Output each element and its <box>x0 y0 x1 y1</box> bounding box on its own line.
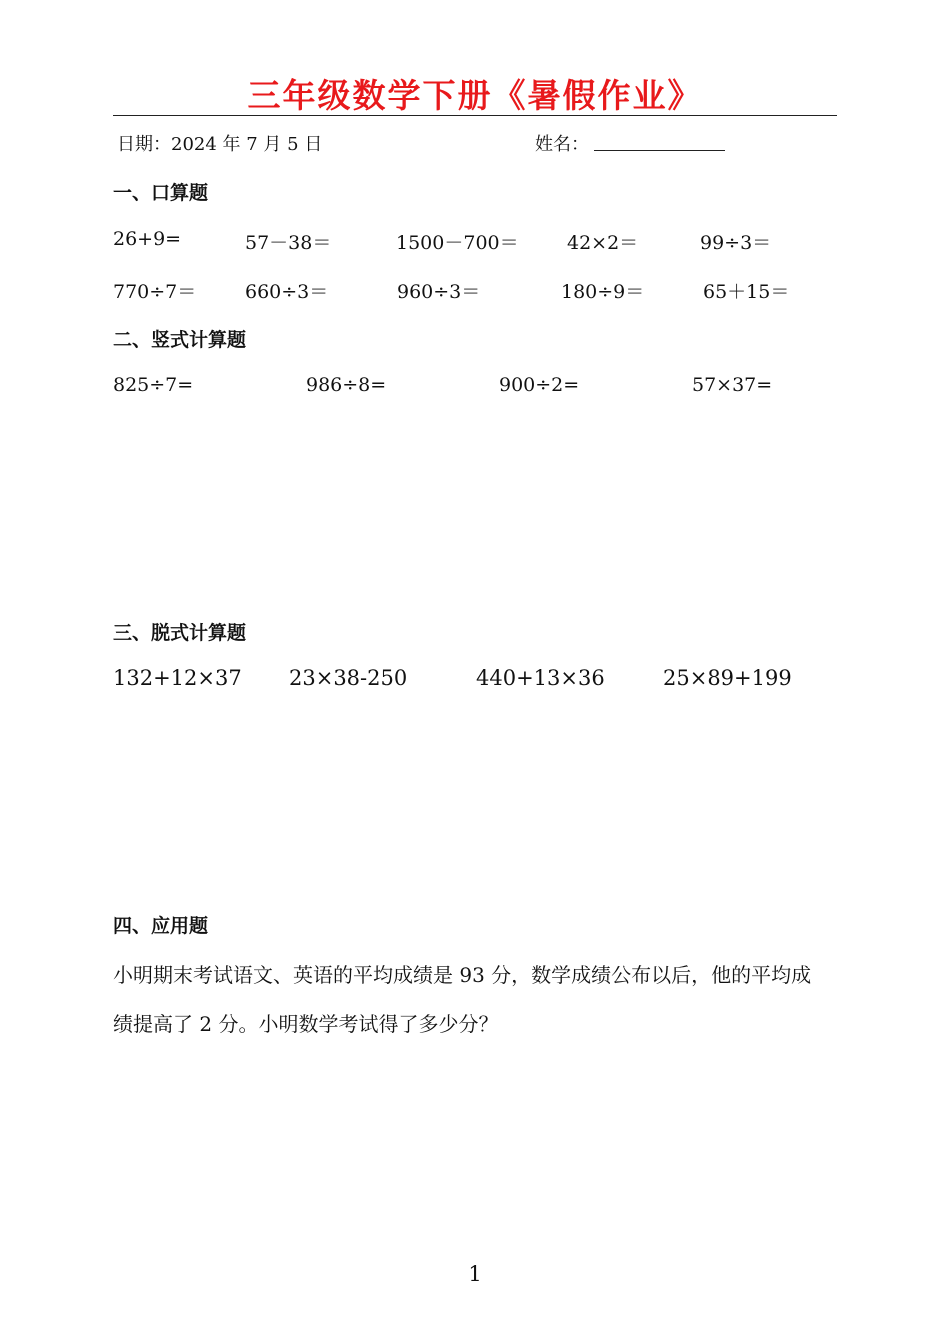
oral-question: 57－38＝ <box>245 232 332 254</box>
vertical-question: 900÷2= <box>499 374 580 396</box>
oral-question: 770÷7＝ <box>113 281 197 303</box>
stepwise-question: 23×38-250 <box>289 666 408 690</box>
word-problem-line: 小明期末考试语文、英语的平均成绩是 93 分，数学成绩公布以后，他的平均成 <box>113 963 812 987</box>
section-heading-oral: 一、口算题 <box>113 182 209 204</box>
stepwise-question: 440+13×36 <box>476 666 605 690</box>
oral-question: 660÷3＝ <box>245 281 329 303</box>
vertical-question: 986÷8= <box>306 374 387 396</box>
oral-question: 960÷3＝ <box>397 281 481 303</box>
page-number: 1 <box>468 1262 482 1286</box>
word-problem-line: 绩提高了 2 分。小明数学考试得了多少分？ <box>113 1012 499 1036</box>
section-heading-stepwise: 三、脱式计算题 <box>113 622 247 644</box>
page-title: 三年级数学下册《暑假作业》 <box>247 76 703 115</box>
name-blank-line[interactable] <box>594 150 725 151</box>
oral-question: 180÷9＝ <box>561 281 645 303</box>
stepwise-question: 25×89+199 <box>663 666 792 690</box>
section-heading-word: 四、应用题 <box>113 915 209 937</box>
vertical-question: 825÷7= <box>113 374 194 396</box>
oral-question: 65＋15＝ <box>703 281 790 303</box>
vertical-question: 57×37= <box>692 374 773 396</box>
name-label: 姓名： <box>535 134 589 155</box>
oral-question: 1500－700＝ <box>396 232 519 254</box>
oral-question: 99÷3＝ <box>700 232 772 254</box>
oral-question: 42×2＝ <box>567 232 639 254</box>
oral-question: 26+9= <box>113 228 182 250</box>
section-heading-vertical: 二、竖式计算题 <box>113 329 247 351</box>
stepwise-question: 132+12×37 <box>113 666 242 690</box>
date-label: 日期：2024 年 7 月 5 日 <box>117 134 323 155</box>
title-divider <box>113 115 837 116</box>
